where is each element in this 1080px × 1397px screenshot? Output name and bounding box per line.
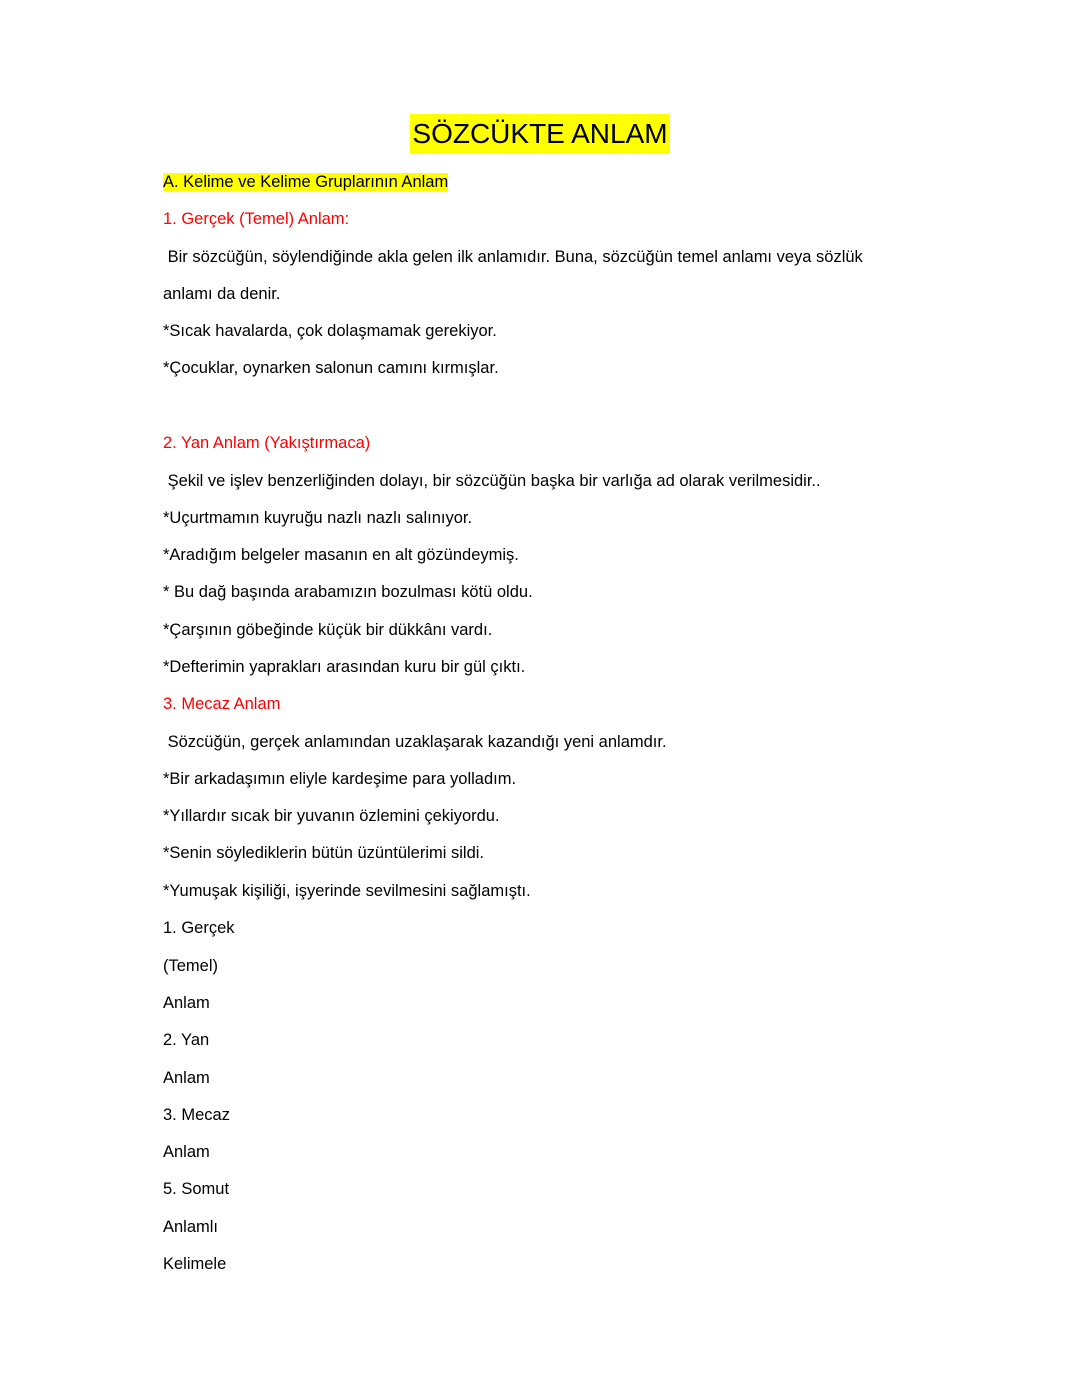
- section-a-heading: [163, 171, 448, 193]
- figurative-meaning-example: *Yumuşak kişiliği, işyerinde sevilmesini sağlamıştı.: [163, 882, 531, 900]
- real-meaning-desc-line2: anlamı da denir.: [163, 285, 281, 303]
- list-fragment: Anlamlı: [163, 1218, 219, 1236]
- list-fragment: Anlam: [163, 994, 210, 1012]
- side-meaning-desc: Şekil ve işlev benzerliğinden dolayı, bir sözcüğün başka bir varlığa ad olarak verilmesidir..: [163, 472, 821, 490]
- list-fragment: 2. Yan: [163, 1031, 210, 1049]
- figurative-meaning-example: *Yıllardır sıcak bir yuvanın özlemini çekiyordu.: [163, 807, 500, 825]
- section-a-heading-text: A. Kelime ve Kelime Gruplarının Anlam: [163, 173, 449, 191]
- real-meaning-example: *Sıcak havalarda, çok dolaşmamak gerekiyor.: [163, 322, 497, 340]
- side-meaning-example: *Defterimin yaprakları arasından kuru bir gül çıktı.: [163, 658, 526, 676]
- list-fragment: (Temel): [163, 957, 219, 975]
- page-title: SÖZCÜKTE ANLAM: [410, 114, 669, 154]
- side-meaning-example: *Çarşının göbeğinde küçük bir dükkânı vardı.: [163, 621, 493, 639]
- list-fragment: Anlam: [163, 1069, 210, 1087]
- real-meaning-desc-line1: Bir sözcüğün, söylendiğinde akla gelen ilk anlamıdır. Buna, sözcüğün temel anlamı veya sözlük: [163, 248, 863, 266]
- side-meaning-example: *Uçurtmamın kuyruğu nazlı nazlı salınıyor.: [163, 509, 473, 527]
- side-meaning-heading: 2. Yan Anlam (Yakıştırmaca): [163, 434, 371, 452]
- figurative-meaning-desc: Sözcüğün, gerçek anlamından uzaklaşarak kazandığı yeni anlamdır.: [163, 733, 667, 751]
- real-meaning-example: *Çocuklar, oynarken salonun camını kırmışlar.: [163, 359, 499, 377]
- side-meaning-example: * Bu dağ başında arabamızın bozulması kötü oldu.: [163, 583, 533, 601]
- list-fragment: 5. Somut: [163, 1180, 230, 1198]
- side-meaning-example: *Aradığım belgeler masanın en alt gözündeymiş.: [163, 546, 519, 564]
- real-meaning-heading: 1. Gerçek (Temel) Anlam:: [163, 210, 350, 228]
- list-fragment: 3. Mecaz: [163, 1106, 230, 1124]
- title-container: [0, 114, 1080, 154]
- figurative-meaning-heading: 3. Mecaz Anlam: [163, 695, 281, 713]
- figurative-meaning-example: *Bir arkadaşımın eliyle kardeşime para yolladım.: [163, 770, 517, 788]
- list-fragment: 1. Gerçek: [163, 919, 235, 937]
- list-fragment: Anlam: [163, 1143, 210, 1161]
- list-fragment: Kelimele: [163, 1255, 227, 1273]
- figurative-meaning-example: *Senin söylediklerin bütün üzüntülerimi sildi.: [163, 844, 485, 862]
